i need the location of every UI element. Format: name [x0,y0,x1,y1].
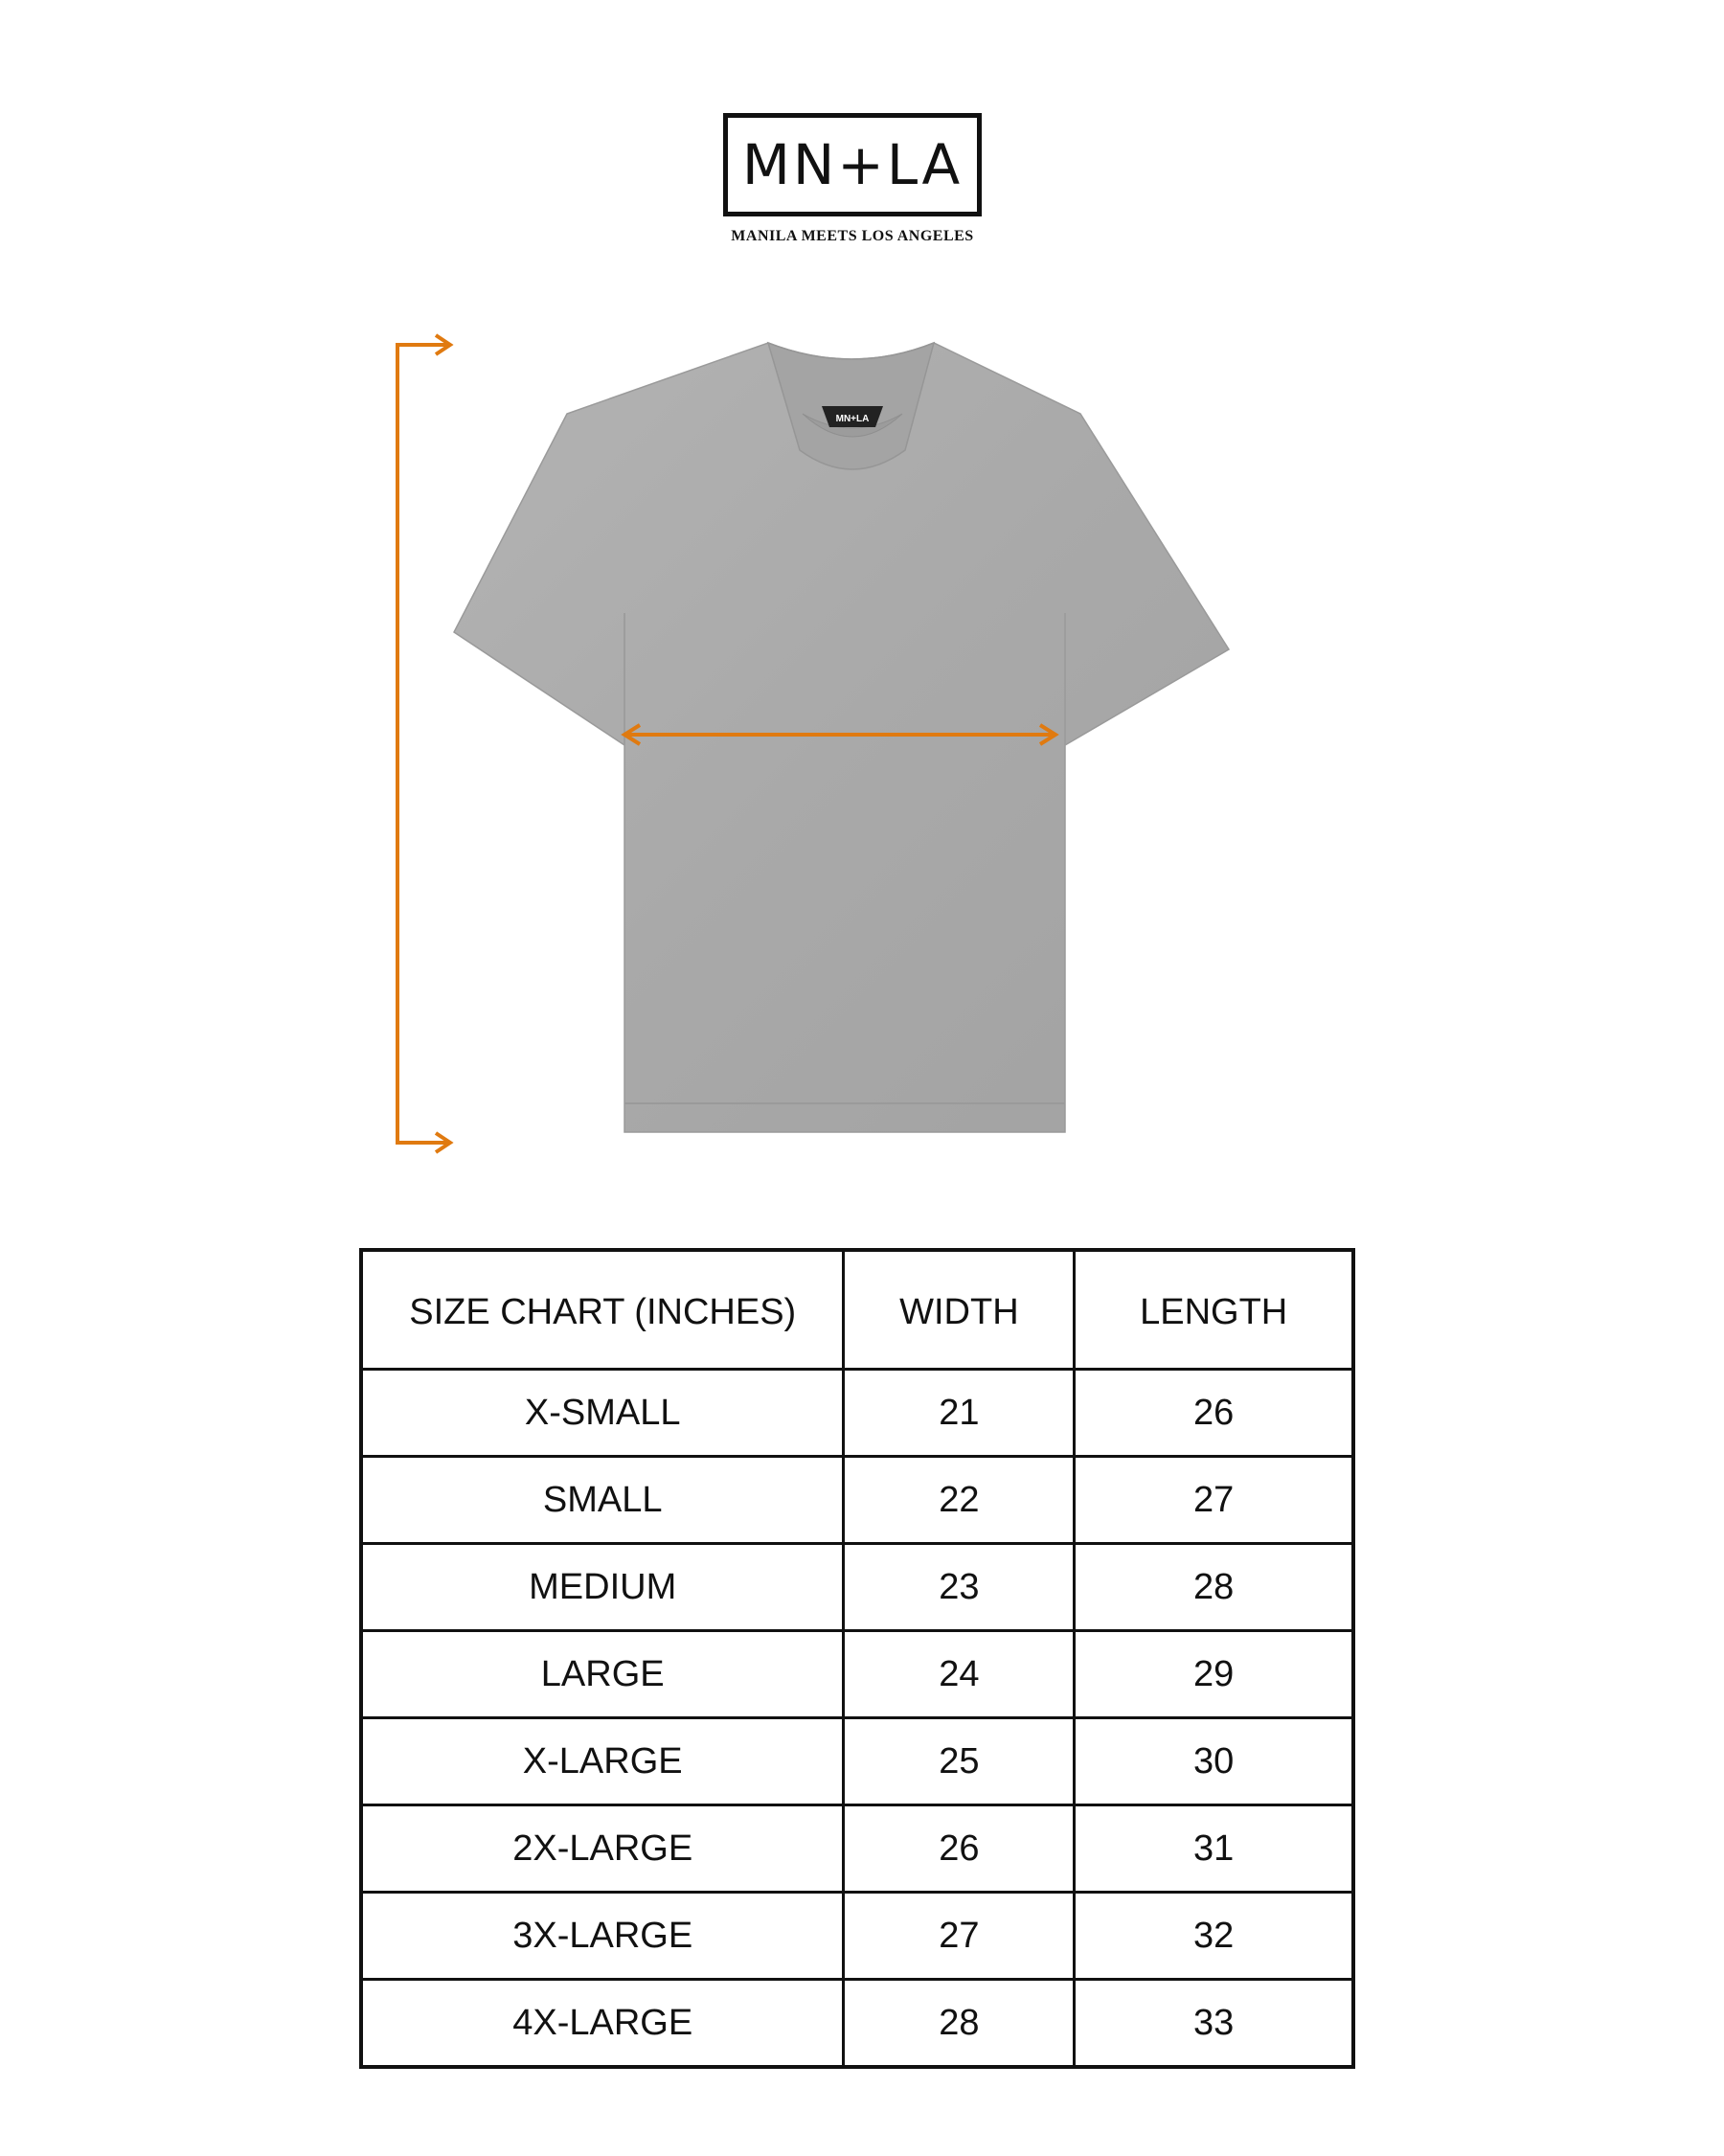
width-cell: 28 [844,1980,1075,2068]
table-header-row [361,1250,1353,1370]
header-length: LENGTH [1075,1250,1353,1370]
size-cell: MEDIUM [361,1544,844,1631]
header-width: WIDTH [844,1250,1075,1370]
length-cell: 27 [1075,1457,1353,1544]
size-cell: 2X-LARGE [361,1805,844,1893]
width-cell: 26 [844,1805,1075,1893]
size-cell: SMALL [361,1457,844,1544]
width-cell: 25 [844,1718,1075,1805]
table-row [361,1893,1353,1980]
size-cell: X-LARGE [361,1718,844,1805]
size-chart-table [359,1248,1355,2069]
size-cell: 3X-LARGE [361,1893,844,1980]
table-row [361,1544,1353,1631]
width-cell: 23 [844,1544,1075,1631]
length-cell: 31 [1075,1805,1353,1893]
length-cell: 26 [1075,1370,1353,1457]
logo-tagline: MANILA MEETS LOS ANGELES [731,228,974,244]
width-cell: 21 [844,1370,1075,1457]
table-row [361,1718,1353,1805]
width-cell: 22 [844,1457,1075,1544]
length-cell: 30 [1075,1718,1353,1805]
size-cell: 4X-LARGE [361,1980,844,2068]
table-row [361,1370,1353,1457]
table-row [361,1805,1353,1893]
header-size-chart: SIZE CHART (INCHES) [361,1250,844,1370]
logo-mark: MN+LA [741,132,964,197]
t-shirt-image [454,343,1229,1132]
length-cell: 32 [1075,1893,1353,1980]
shirt-neck-label: MN+LA [835,414,870,424]
size-cell: X-SMALL [361,1370,844,1457]
length-arrow [397,335,450,1152]
length-cell: 29 [1075,1631,1353,1718]
table-row [361,1631,1353,1718]
size-cell: LARGE [361,1631,844,1718]
width-cell: 27 [844,1893,1075,1980]
table-row [361,1980,1353,2068]
table-row [361,1457,1353,1544]
length-cell: 28 [1075,1544,1353,1631]
length-cell: 33 [1075,1980,1353,2068]
width-cell: 24 [844,1631,1075,1718]
